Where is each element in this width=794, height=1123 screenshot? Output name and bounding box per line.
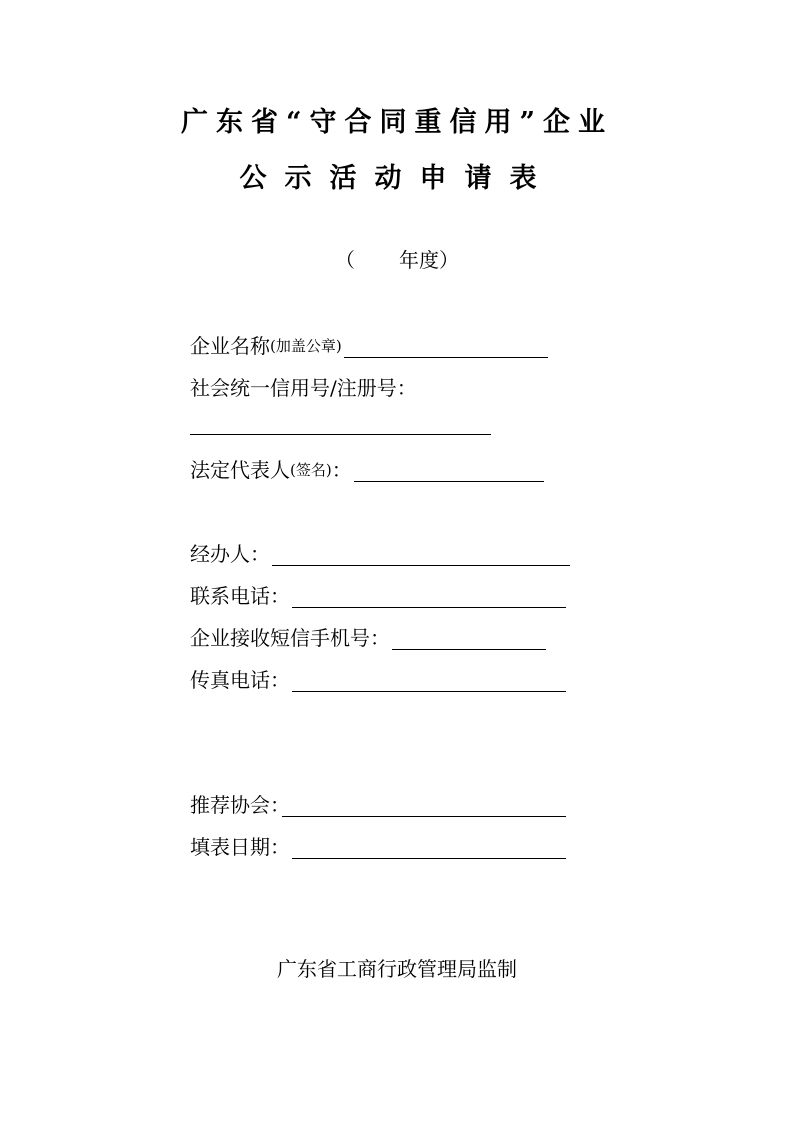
issuer-footer: 广东省工商行政管理局监制 [277,957,517,981]
association-field[interactable] [282,794,566,817]
company-name-field[interactable] [344,335,548,358]
company-name-note: (加盖公章) [270,337,342,355]
form-title-line2: 公示活动申请表 [239,163,555,194]
legal-rep-colon: ： [331,458,352,482]
fill-date-label: 填表日期： [190,835,290,859]
company-name-label: 企业名称 [190,334,270,358]
fill-date-field[interactable] [292,836,566,859]
fax-field[interactable] [292,669,566,692]
legal-rep-note: (签名) [290,461,332,479]
handler-field[interactable] [272,543,570,566]
form-title-line1: 广东省“守合同重信用”企业 [180,107,614,138]
credit-code-field[interactable] [190,434,491,435]
year-line [0,244,794,273]
legal-rep-label: 法定代表人 [190,458,290,482]
fax-row [190,662,566,692]
association-row [190,787,566,817]
fax-label: 传真电话： [190,668,290,692]
year-open-paren: （ [335,248,355,272]
contact-phone-row [190,578,566,608]
credit-code-row [190,370,417,400]
handler-label: 经办人： [190,542,270,566]
handler-row [190,536,570,566]
company-name-row [190,328,548,358]
legal-rep-field[interactable] [354,459,544,482]
sms-mobile-row [190,620,546,650]
sms-mobile-label: 企业接收短信手机号： [190,626,390,650]
credit-code-label: 社会统一信用号/注册号： [190,376,417,400]
year-label: 年度） [399,248,459,272]
association-label: 推荐协会： [190,793,290,817]
legal-rep-row [190,452,544,482]
fill-date-row [190,829,566,859]
contact-phone-label: 联系电话： [190,584,290,608]
sms-mobile-field[interactable] [392,627,546,650]
contact-phone-field[interactable] [292,585,566,608]
